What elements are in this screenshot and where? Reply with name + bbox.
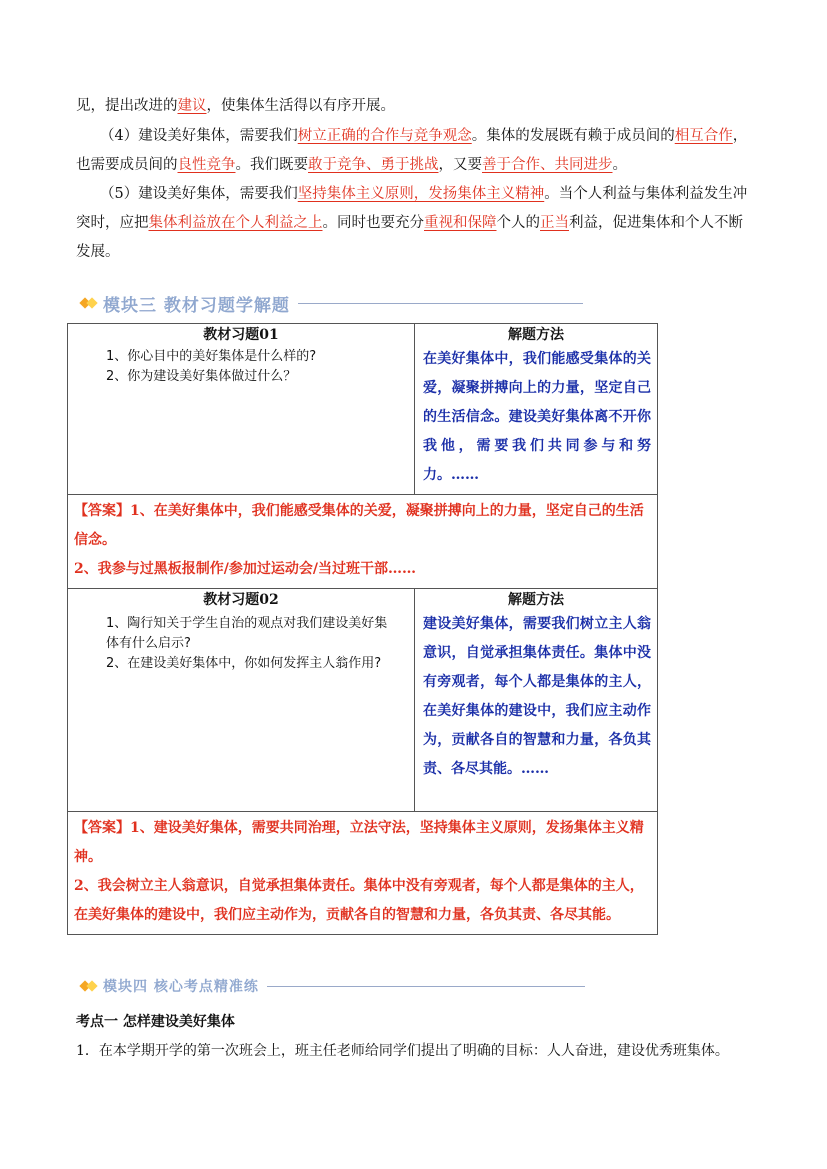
exercise-1-answer-cell [68,495,658,589]
text-run: 。同时也要充分 [322,215,424,231]
exercise-1-method-heading: 解题方法 [508,327,564,343]
module-3-header [80,292,583,314]
text-run: 个人的 [496,215,540,231]
exercise-1-answer-line-2: 2、我参与过黑板报制作/参加过运动会/当过班干部…… [74,561,416,577]
key-term: 正当 [540,215,569,231]
text-run: 。当个人利益与集体利益发生冲突时，应把 [76,186,748,231]
exercise-1-questions [68,345,414,387]
exercise-2-row [68,589,658,812]
module-3-rule [298,303,583,304]
exercise-2-question-2: 2、在建设美好集体中，你如何发挥主人翁作用? [106,656,382,671]
exercise-1-row [68,324,658,495]
exercise-2-method-heading: 解题方法 [508,592,564,608]
exercise-1-answer-line-1: 1、在美好集体中，我们能感受集体的关爱，凝聚拼搏向上的力量，坚定自己的生活信念。 [74,503,644,548]
key-term: 集体利益放在个人利益之上 [148,215,323,231]
answer-tag: 【答案】 [74,820,130,836]
text-run: ，又要 [438,157,482,173]
diamond-bullet-icon [80,295,98,311]
kaodian-heading: 考点一 怎样建设美好集体 [76,1014,235,1030]
exercise-2-question-cell [68,589,415,812]
exercise-2-answer-row [68,812,658,935]
text-run: 。我们既要 [235,157,308,173]
module-4-rule [267,986,585,987]
intro-line-1 [76,92,756,121]
exercise-2-answer [68,812,657,934]
text-run: 。 [612,157,627,173]
text-run: ，使集体生活得以有序开展。 [206,98,395,114]
text-run: 见，提出改进的 [76,98,178,114]
key-term: 树立正确的合作与竞争观念 [297,128,472,144]
paragraph-4 [76,122,756,180]
key-term: 建议 [177,98,207,114]
answer-tag: 【答案】 [74,503,130,519]
exercise-2-heading: 教材习题02 [203,592,279,608]
key-term: 坚持集体主义原则，发扬集体主义精神 [297,186,545,202]
key-term: 重视和保障 [424,215,497,231]
exercise-2-questions [68,610,414,674]
text-run: 。集体的发展既有赖于成员间的 [471,128,675,144]
exercise-table [67,323,658,935]
exercise-1-method-cell [415,324,658,495]
exercise-1-answer-row [68,495,658,589]
text-run: （4）建设美好集体，需要我们 [100,128,298,144]
key-term: 良性竞争 [177,157,236,173]
question-1: 1．在本学期开学的第一次班会上，班主任老师给同学们提出了明确的目标：人人奋进，建设优秀班集体。 [76,1043,729,1059]
exercise-1-question-cell [68,324,415,495]
key-term: 敢于竞争、勇于挑战 [308,157,439,173]
exercise-1-method-text: 在美好集体中，我们能感受集体的关爱，凝聚拼搏向上的力量，坚定自己的生活信念。建设美好集体离不开你我他，需要我们共同参与和努力。…… [423,351,651,483]
module-3-title: 模块三 教材习题学解题 [103,295,290,316]
diamond-bullet-icon [80,978,98,994]
key-term: 相互合作 [674,128,733,144]
exercise-2-answer-cell [68,812,658,935]
paragraph-5 [76,180,756,267]
text-run: （5）建设美好集体，需要我们 [100,186,298,202]
exercise-1-question-2: 2、你为建设美好集体做过什么？ [106,369,297,384]
exercise-1-heading: 教材习题01 [203,327,279,343]
exercise-2-method-text: 建设美好集体，需要我们树立主人翁意识，自觉承担集体责任。集体中没有旁观者，每个人都是集体的主人，在美好集体的建设中，我们应主动作为，贡献各自的智慧和力量，各负其责、各尽其能。…… [423,616,651,777]
key-term: 善于合作、共同进步 [482,157,613,173]
exercise-2-answer-line-1: 1、建设美好集体，需要共同治理，立法守法，坚持集体主义原则，发扬集体主义精神。 [74,820,644,865]
text-run: 利益，促进集体和个人不断发展。 [76,215,743,260]
exercise-2-answer-line-2: 2、我会树立主人翁意识，自觉承担集体责任。集体中没有旁观者，每个人都是集体的主人，在美好集体的建设中，我们应主动作为，贡献各自的智慧和力量，各负其责、各尽其能。 [74,878,644,923]
module-4-header [80,975,585,997]
module-4-title: 模块四 核心考点精准练 [103,979,259,995]
text-run: ，也需要成员间的 [76,128,748,173]
exercise-2-question-1: 1、陶行知关于学生自治的观点对我们建设美好集体有什么启示? [106,616,388,651]
exercise-1-question-1: 1、你心目中的美好集体是什么样的? [106,349,317,364]
exercise-2-method-cell [415,589,658,812]
exercise-1-answer [68,495,657,588]
